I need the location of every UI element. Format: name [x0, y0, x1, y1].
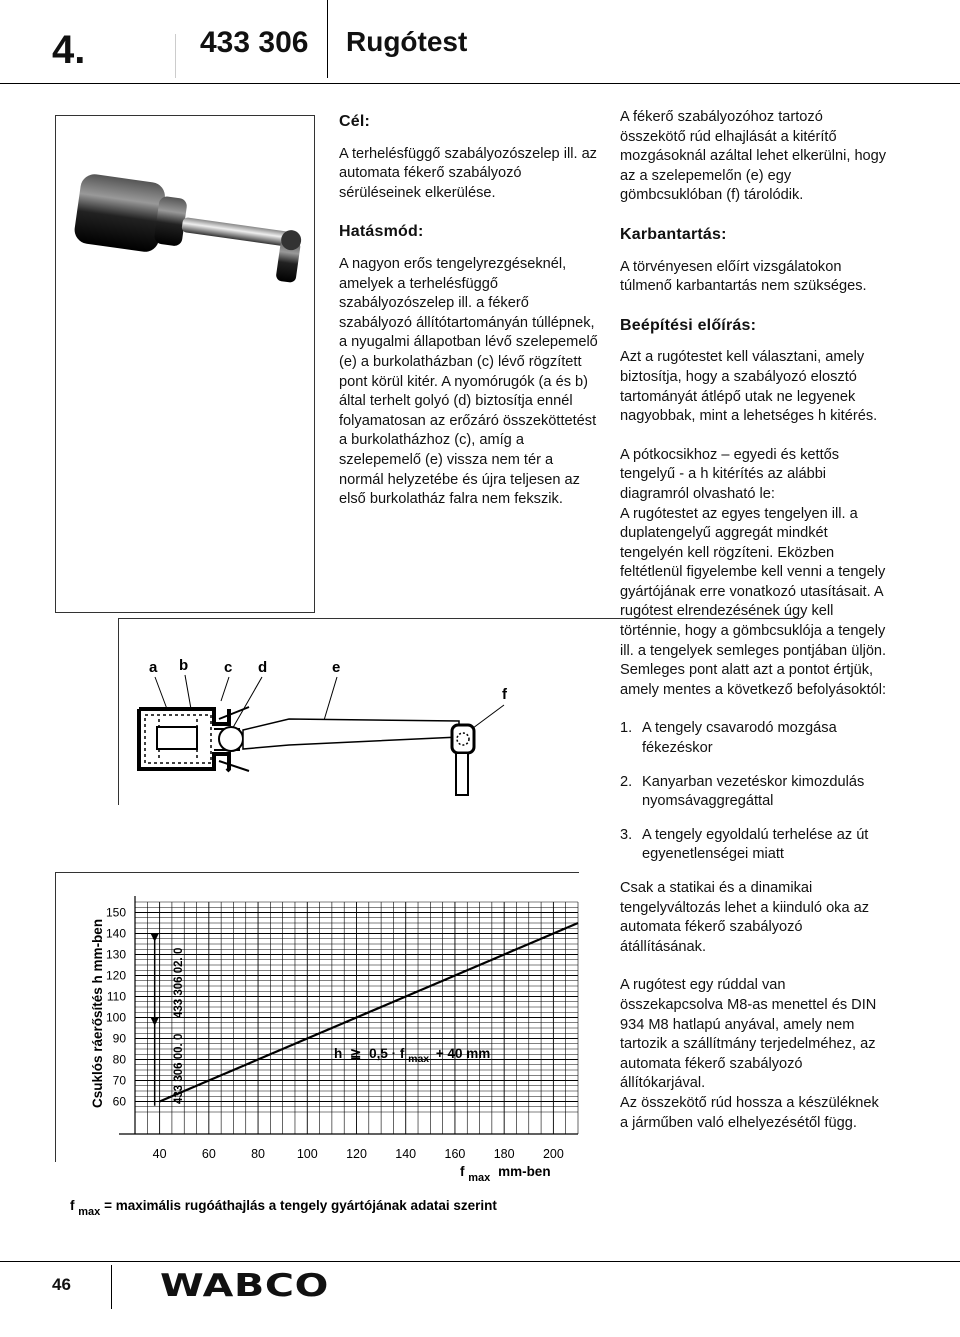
deflection-chart [55, 872, 600, 1220]
y-tick-label: 150 [105, 905, 126, 920]
header-rule [0, 83, 960, 84]
y-tick-label: 100 [105, 1010, 126, 1025]
x-tick-label: 200 [542, 1147, 564, 1161]
list-text: A tengely csavarodó mozgása fékezéskor [642, 720, 837, 757]
x-axis-f: f [460, 1164, 465, 1179]
goal-text: A terhelésfüggő szabályozószelep ill. az automata fékerő szabályozó sérüléseinek elkerülése. [339, 145, 597, 201]
footnote-sub: max [78, 1206, 101, 1218]
x-tick-label: 160 [444, 1147, 466, 1161]
footnote-f: f [70, 1198, 75, 1213]
footnote-text: = maximális rugóáthajlás a tengely gyártójának adatai szerint [104, 1198, 497, 1213]
footnote [70, 1198, 497, 1218]
formula-mid: 0,5 · f [369, 1046, 405, 1061]
y-tick-label: 60 [112, 1094, 126, 1109]
variant-arrow-icon [151, 1018, 159, 1026]
list-text: Kanyarban vezetéskor kimozdulás nyomsávaggregáttal [642, 773, 865, 810]
chart-grid [119, 896, 578, 1134]
label-d: d [258, 659, 268, 676]
y-tick-label: 70 [112, 1073, 126, 1088]
list-item [620, 719, 890, 758]
product-photo [55, 115, 315, 613]
static-text: Csak a statikai és a dinamikai tengelyváltozás lehet a kiinduló oka az automata fékerő szabályozó átállításának. [620, 880, 870, 955]
formula-sub: max [408, 1053, 430, 1065]
rod-text-2: Az összekötő rúd hossza a készüléknek a járműben való elhelyezésétől függ. [620, 1094, 879, 1131]
header-divider [175, 34, 176, 78]
operation-heading: Hatásmód: [339, 223, 424, 241]
y-tick-label: 80 [112, 1052, 126, 1067]
influence-list [620, 719, 890, 865]
header-divider [327, 0, 328, 78]
label-e: e [332, 659, 341, 676]
chapter-number: 4. [52, 28, 86, 72]
list-number: 2. [620, 773, 633, 790]
list-text: A tengely egyoldalú terhelése az út egyenetlenségei miatt [642, 826, 869, 863]
y-tick-label: 110 [106, 989, 126, 1004]
wabco-logo: WABCO [160, 1268, 329, 1304]
formula-ge: ≧ [350, 1046, 362, 1061]
x-tick-label: 40 [152, 1147, 167, 1161]
x-tick-label: 120 [346, 1147, 367, 1161]
list-item [620, 826, 890, 865]
label-c: c [224, 659, 233, 676]
install-text-3: A rugótestet az egyes tengelyen ill. a duplatengelyű aggregát mindkét tengelyén kell rögzíteni. Eközben feltétlenül figyelembe kell venni a tengely gyártójának erre vonatkozó utasításait. A rugótest elrendezésének úgy kell történnie, hogy a gömbcsuklója a tengely ill. a tengelyek semleges pontjában üljön. Semleges pont alatt azt a pontot értjük, amely mentes a következő befolyásoktól: [620, 505, 887, 698]
page-title: Rugótest [346, 26, 468, 57]
y-tick-label: 140 [105, 926, 126, 941]
list-number: 1. [620, 720, 633, 737]
list-number: 3. [620, 826, 633, 843]
x-axis-unit: mm-ben [498, 1164, 551, 1179]
y-axis-label: Csuklós ráerősítés h mm-ben [90, 918, 105, 1108]
rod-text-1: A rugótest egy rúddal van összekapcsolva M8-as menettel és DIN 934 M8 hatlapú anyával, amely nem tartozik a szállítmány terjedelméhez, az automata fékerő szabályozó állítókarjával. [620, 977, 877, 1092]
variant-arrow-icon [151, 934, 159, 942]
column-middle [339, 112, 599, 529]
maintenance-heading: Karbantartás: [620, 225, 727, 243]
install-text-1: Azt a rugótestet kell választani, amely biztosítja, hogy a szabályozó elosztó tartományát átlépő utak ne legyenek nagyobbak, mint a lehetséges h kitérés. [620, 349, 878, 425]
y-tick-label: 90 [112, 1031, 126, 1046]
install-heading: Beépítési előírás: [620, 316, 757, 334]
formula-end: + 40 mm [435, 1046, 491, 1061]
maintenance-text: A törvényesen előírt vizsgálatokon túlmenő karbantartás nem szükséges. [620, 258, 867, 295]
y-tick-label: 130 [105, 947, 126, 962]
x-axis-sub: max [468, 1172, 491, 1184]
footer-rule [0, 1261, 960, 1262]
footer-divider [111, 1265, 112, 1309]
variant-top-label: 433 306 02. 0 [173, 947, 185, 1018]
install-text-2: A pótkocsikhoz – egyedi és kettős tengelyű - a h kitérítés az alábbi diagramról olvasható le: [620, 446, 840, 502]
variant-bottom-label: 433 306 00. 0 [173, 1033, 185, 1104]
column-right [620, 108, 890, 1152]
label-f: f [502, 686, 507, 703]
x-tick-label: 60 [201, 1147, 216, 1161]
list-item [620, 773, 890, 812]
x-tick-label: 100 [296, 1147, 318, 1161]
operation-text: A nagyon erős tengelyrezgéseknél, amelyek a terhelésfüggő szabályozószelep ill. a fékerő szabályozó állítótartományán túllépnek, a nyugalmi állapotban lévő szelepemelő (e) a burkolatházban (c) lévő rögzített pont körül kitér. A nyomórugók (a és b) által terhelt golyó (d) biztosítja ennél folyamatosan az erőzáró összeköttetést a burkolatházhoz (c), amíg a szelepemelő (e) vissza nem tér a normál helyzetébe és újra teljesen az első burkolatház falra nem fekszik. [339, 255, 598, 508]
page-number: 46 [52, 1275, 71, 1294]
formula-h: h [334, 1046, 343, 1061]
product-code: 433 306 [200, 26, 309, 59]
x-tick-label: 180 [493, 1147, 515, 1161]
y-tick-label: 120 [105, 968, 126, 983]
x-axis-label [460, 1164, 551, 1184]
intro-text: A fékerő szabályozóhoz tartozó összekötő rúd elhajlását a kitérítő mozgásoknál azáltal lehet elkerülni, hogy az a szelepemelőn (e) egy gömbcsuklóban (f) tárolódik. [620, 109, 887, 204]
x-tick-label: 80 [251, 1147, 266, 1161]
x-tick-label: 140 [395, 1147, 417, 1161]
chart-svg [55, 872, 600, 1220]
label-a: a [149, 659, 158, 676]
goal-heading: Cél: [339, 113, 371, 130]
label-b: b [179, 657, 189, 674]
spring-body-image [56, 116, 314, 612]
